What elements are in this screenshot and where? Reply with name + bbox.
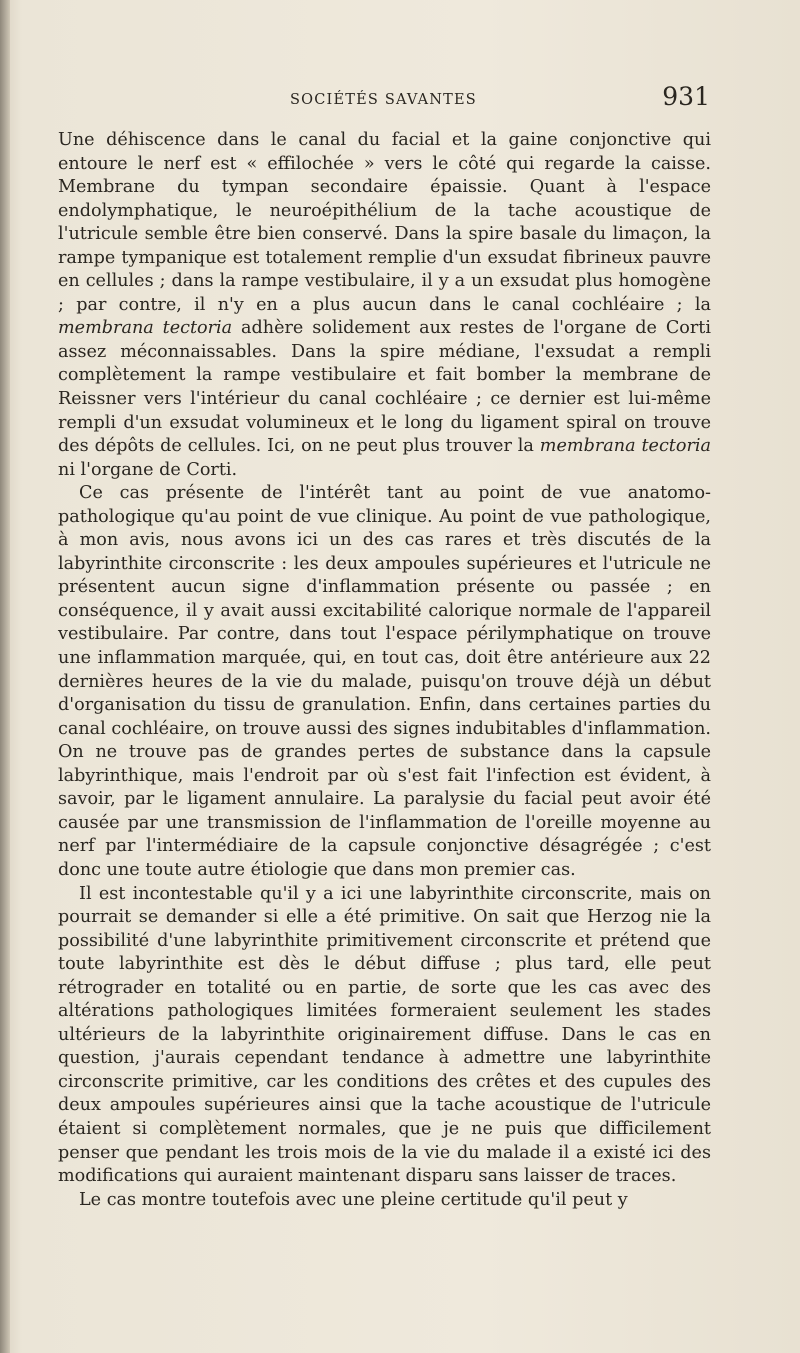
paragraph-1 bbox=[58, 129, 711, 482]
page-binding-edge bbox=[0, 0, 10, 1353]
page-header bbox=[60, 80, 710, 120]
paragraph-2 bbox=[58, 482, 711, 882]
paragraph-4 bbox=[58, 1189, 711, 1213]
text-segment: adhère solidement aux restes de l'organe de Corti assez méconnaissables. Dans la spire médiane, l'exsudat a rempli complètement la rampe vestibulaire et fait bomber la membrane de Reissner vers l'intérieur du canal cochléaire ; ce dernier est lui-même rempli d'un exsudat volumineux et le long du ligament spiral on trouve des dépôts de cellules. Ici, on ne peut plus trouver la bbox=[58, 318, 711, 457]
page-number: 931 bbox=[662, 82, 710, 111]
text-segment: Une déhiscence dans le canal du facial et la gaine conjonctive qui entoure le nerf est « effilochée » vers le côté qui regarde la caisse. Membrane du tympan secondaire épaissie. Quant à l'espace endolymphatique, le neuroépithélium de la tache acoustique de l'utricule semble être bien conservé. Dans la spire basale du limaçon, la rampe tympanique est totalement remplie d'un exsudat fibrineux pauvre en cellules ; dans la rampe vestibulaire, il y a un exsudat plus homogène ; par contre, il n'y en a plus aucun dans le canal cochléaire ; la bbox=[58, 130, 711, 315]
text-segment: ni l'organe de Corti. bbox=[58, 459, 238, 480]
body-text bbox=[58, 129, 711, 1212]
paragraph-3 bbox=[58, 883, 711, 1189]
text-segment: Il est incontestable qu'il y a ici une labyrinthite circonscrite, mais on pourrait se demander si elle a été primitive. On sait que Herzog nie la possibilité d'une labyrinthite primitivement circonscrite et prétend que toute labyrinthite est dès le début diffuse ; plus tard, elle peut rétrograder en totalité ou en partie, de sorte que les cas avec des altérations pathologiques limitées formeraient seulement les stades ultérieurs de la labyrinthite originairement diffuse. Dans le cas en question, j'aurais cependant tendance à admettre une labyrinthite circonscrite primitive, car les conditions des crêtes et des cupules des deux ampoules supérieures ainsi que la tache acoustique de l'utricule étaient si complètement normales, que je ne puis que difficilement penser que pendant les trois mois de la vie du malade il a existé ici des modifications qui auraient maintenant disparu sans laisser de traces. bbox=[58, 883, 711, 1187]
running-head: SOCIÉTÉS SAVANTES bbox=[290, 92, 477, 108]
italic-term: membrana tectoria bbox=[58, 318, 233, 339]
text-segment: Ce cas présente de l'intérêt tant au point de vue anatomo-pathologique qu'au point de vue clinique. Au point de vue pathologique, à mon avis, nous avons ici un des cas rares et très discutés de la labyrinthite circonscrite : les deux ampoules supérieures et l'utricule ne présentent aucun signe d'inflammation présente ou passée ; en conséquence, il y avait aussi excitabilité calorique normale de l'appareil vestibulaire. Par contre, dans tout l'espace périlymphatique on trouve une inflammation marquée, qui, en tout cas, doit être antérieure aux 22 dernières heures de la vie du malade, puisqu'on trouve déjà un début d'organisation du tissu de granulation. Enfin, dans certaines parties du canal cochléaire, on trouve aussi des signes indubitables d'inflammation. On ne trouve pas de grandes pertes de substance dans la capsule labyrinthique, mais l'endroit par où s'est fait l'infection est évident, à savoir, par le ligament annulaire. La paralysie du facial peut avoir été causée par une transmission de l'inflammation de l'oreille moyenne au nerf par l'intermédiaire de la capsule conjonctive désagrégée ; c'est donc une toute autre étiologie que dans mon premier cas. bbox=[58, 483, 711, 880]
text-segment: Le cas montre toutefois avec une pleine certitude qu'il peut y bbox=[79, 1189, 628, 1210]
italic-term: membrana tectoria bbox=[539, 436, 711, 457]
